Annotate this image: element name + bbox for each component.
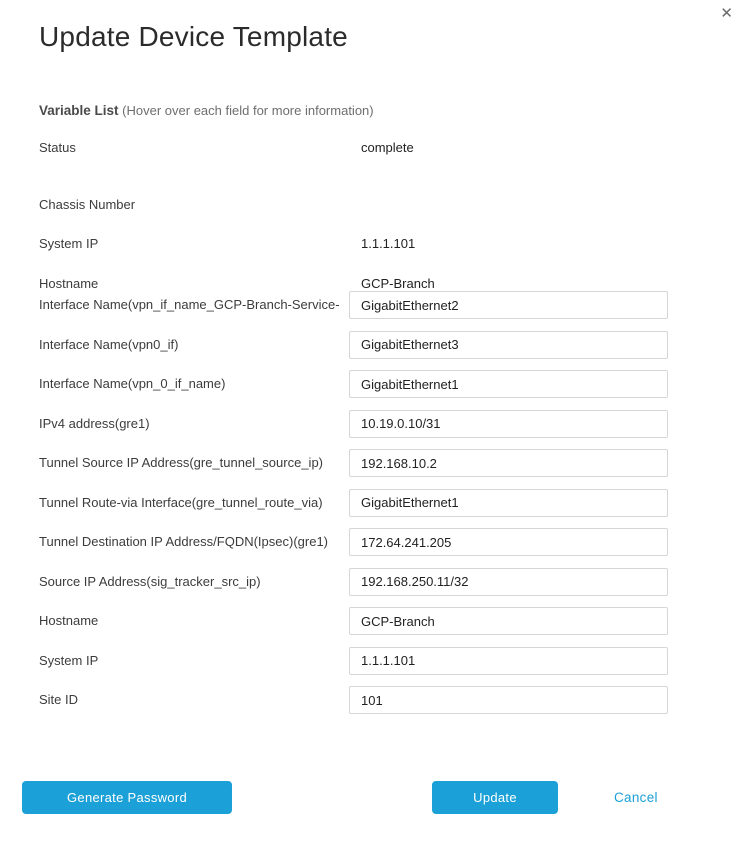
variable-list-section-header bbox=[39, 103, 713, 119]
field-value: GCP-Branch bbox=[361, 275, 435, 291]
variable-list-hint: (Hover over each field for more information) bbox=[122, 103, 374, 118]
variable-field-row bbox=[0, 686, 752, 714]
hostname-input[interactable] bbox=[349, 607, 668, 635]
ipv4-address-gre1-input[interactable] bbox=[349, 410, 668, 438]
variable-field-row bbox=[0, 331, 752, 359]
variable-field-row bbox=[0, 607, 752, 635]
field-label: Interface Name(vpn_if_name_GCP-Branch-Service- bbox=[39, 297, 340, 312]
dialog-title: Update Device Template bbox=[39, 21, 348, 52]
variable-field-row bbox=[0, 568, 752, 596]
source-ip-address-input[interactable] bbox=[349, 568, 668, 596]
variable-list-heading: Variable List bbox=[39, 103, 119, 118]
static-field-row-chassis-number bbox=[0, 196, 752, 212]
field-label: Hostname bbox=[39, 275, 99, 291]
update-button[interactable]: Update bbox=[432, 781, 558, 814]
field-value: complete bbox=[361, 139, 414, 155]
variable-field-row bbox=[0, 528, 752, 556]
interface-name-vpn-0-if-name-input[interactable] bbox=[349, 370, 668, 398]
static-field-row-hostname bbox=[0, 275, 752, 291]
field-label: System IP bbox=[39, 652, 99, 668]
variable-field-row bbox=[0, 449, 752, 477]
system-ip-input[interactable] bbox=[349, 647, 668, 675]
field-label: IPv4 address(gre1) bbox=[39, 415, 150, 431]
variable-field-row bbox=[0, 291, 752, 319]
variable-field-row bbox=[0, 489, 752, 517]
interface-name-vpn0-if-input[interactable] bbox=[349, 331, 668, 359]
variable-field-row bbox=[0, 370, 752, 398]
site-id-input[interactable] bbox=[349, 686, 668, 714]
variable-field-row bbox=[0, 647, 752, 675]
static-field-row-status bbox=[0, 139, 752, 155]
dialog-footer bbox=[0, 781, 752, 814]
field-label: Source IP Address(sig_tracker_src_ip) bbox=[39, 573, 261, 589]
field-label: Status bbox=[39, 139, 76, 155]
variable-field-row bbox=[0, 410, 752, 438]
field-label: Chassis Number bbox=[39, 196, 136, 212]
tunnel-source-ip-input[interactable] bbox=[349, 449, 668, 477]
static-field-row-system-ip bbox=[0, 235, 752, 251]
field-label: Tunnel Route-via Interface(gre_tunnel_route_via) bbox=[39, 494, 323, 510]
tunnel-destination-ip-input[interactable] bbox=[349, 528, 668, 556]
field-label: Tunnel Destination IP Address/FQDN(Ipsec)(gre1) bbox=[39, 534, 329, 549]
field-label: Site ID bbox=[39, 692, 79, 707]
close-icon[interactable]: ✕ bbox=[720, 5, 733, 22]
generate-password-button[interactable]: Generate Password bbox=[22, 781, 232, 814]
field-label: Interface Name(vpn_0_if_name) bbox=[39, 376, 226, 391]
field-label: Interface Name(vpn0_if) bbox=[39, 336, 179, 352]
field-label: Tunnel Source IP Address(gre_tunnel_source_ip) bbox=[39, 455, 324, 470]
tunnel-route-via-interface-input[interactable] bbox=[349, 489, 668, 517]
field-label: Hostname bbox=[39, 613, 99, 628]
field-label: System IP bbox=[39, 235, 99, 251]
field-value: 1.1.1.101 bbox=[361, 235, 416, 251]
cancel-link[interactable]: Cancel bbox=[614, 790, 658, 805]
interface-name-vpn-if-name-input[interactable] bbox=[349, 291, 668, 319]
